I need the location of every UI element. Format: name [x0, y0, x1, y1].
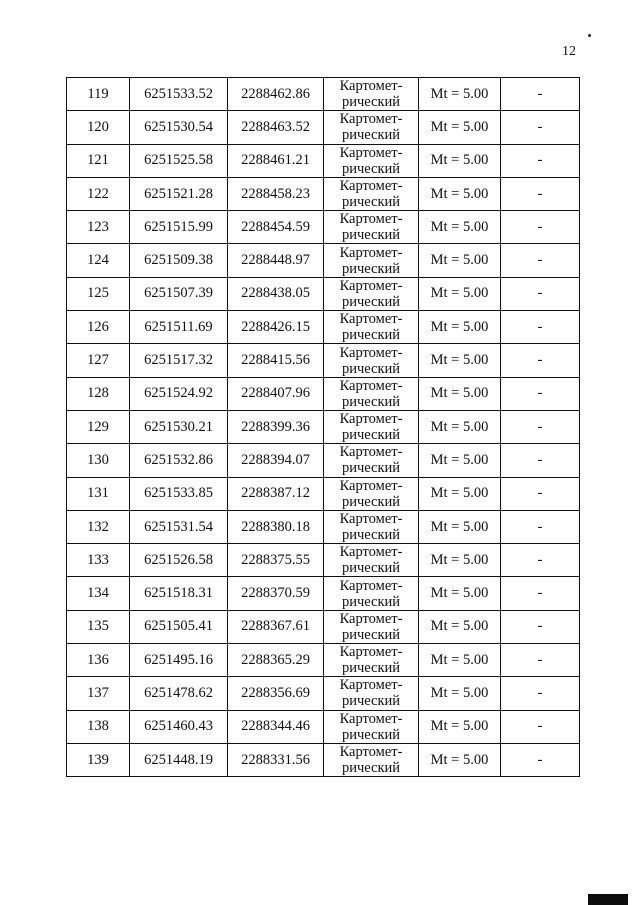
- table-row: [67, 677, 580, 710]
- x-coordinate-cell: 6251524.92: [130, 377, 228, 410]
- y-coordinate-cell: 2288448.97: [228, 244, 324, 277]
- method-cell: [324, 710, 419, 743]
- x-coordinate-cell: 6251478.62: [130, 677, 228, 710]
- x-coordinate-cell: 6251525.58: [130, 144, 228, 177]
- x-coordinate-cell: 6251448.19: [130, 743, 228, 776]
- table-row: [67, 444, 580, 477]
- y-coordinate-cell: 2288461.21: [228, 144, 324, 177]
- accuracy-cell: Mt = 5.00: [419, 444, 501, 477]
- method-line-1: Картомет-: [339, 411, 403, 428]
- point-number-cell: 122: [67, 177, 130, 210]
- method-line-2: рический: [341, 393, 401, 410]
- point-number-cell: 124: [67, 244, 130, 277]
- point-number-cell: 137: [67, 677, 130, 710]
- method-cell: [324, 244, 419, 277]
- y-coordinate-cell: 2288438.05: [228, 277, 324, 310]
- method-line-1: Картомет-: [339, 477, 403, 494]
- method-cell: [324, 577, 419, 610]
- x-coordinate-cell: 6251521.28: [130, 177, 228, 210]
- x-coordinate-cell: 6251517.32: [130, 344, 228, 377]
- x-coordinate-cell: 6251509.38: [130, 244, 228, 277]
- method-line-1: Картомет-: [339, 444, 403, 461]
- y-coordinate-cell: 2288399.36: [228, 410, 324, 443]
- table-row: [67, 344, 580, 377]
- point-number-cell: 128: [67, 377, 130, 410]
- method-line-1: Картомет-: [339, 511, 403, 527]
- point-number-cell: 123: [67, 211, 130, 244]
- table-row: [67, 277, 580, 310]
- method-line-2: рический: [341, 160, 401, 177]
- accuracy-cell: Mt = 5.00: [419, 144, 501, 177]
- point-number-cell: 129: [67, 410, 130, 443]
- x-coordinate-cell: 6251511.69: [130, 311, 228, 344]
- point-number-cell: 136: [67, 644, 130, 677]
- x-coordinate-cell: 6251530.21: [130, 410, 228, 443]
- extra-cell: -: [501, 644, 580, 677]
- table-row: [67, 644, 580, 677]
- method-line-2: рический: [341, 693, 401, 710]
- point-number-cell: 139: [67, 743, 130, 776]
- coordinates-table: [66, 77, 580, 777]
- x-coordinate-cell: 6251505.41: [130, 610, 228, 643]
- extra-cell: -: [501, 743, 580, 776]
- extra-cell: -: [501, 344, 580, 377]
- table-row: [67, 743, 580, 776]
- y-coordinate-cell: 2288365.29: [228, 644, 324, 677]
- y-coordinate-cell: 2288370.59: [228, 577, 324, 610]
- extra-cell: -: [501, 577, 580, 610]
- method-line-1: Картомет-: [339, 344, 403, 361]
- table-row: [67, 144, 580, 177]
- method-cell: [324, 311, 419, 344]
- y-coordinate-cell: 2288344.46: [228, 710, 324, 743]
- accuracy-cell: Mt = 5.00: [419, 544, 501, 577]
- x-coordinate-cell: 6251526.58: [130, 544, 228, 577]
- method-cell: [324, 677, 419, 710]
- point-number-cell: 132: [67, 510, 130, 543]
- extra-cell: -: [501, 544, 580, 577]
- method-line-1: Картомет-: [339, 377, 403, 394]
- method-line-1: Картомет-: [339, 78, 403, 95]
- extra-cell: -: [501, 677, 580, 710]
- method-line-1: Картомет-: [339, 144, 403, 161]
- method-line-2: рический: [341, 127, 401, 144]
- table-row: [67, 111, 580, 144]
- accuracy-cell: Mt = 5.00: [419, 211, 501, 244]
- method-cell: [324, 477, 419, 510]
- method-cell: [324, 544, 419, 577]
- accuracy-cell: Mt = 5.00: [419, 244, 501, 277]
- accuracy-cell: Mt = 5.00: [419, 277, 501, 310]
- accuracy-cell: Mt = 5.00: [419, 78, 501, 111]
- point-number-cell: 121: [67, 144, 130, 177]
- point-number-cell: 133: [67, 544, 130, 577]
- y-coordinate-cell: 2288356.69: [228, 677, 324, 710]
- table-row: [67, 177, 580, 210]
- method-cell: [324, 743, 419, 776]
- y-coordinate-cell: 2288331.56: [228, 743, 324, 776]
- accuracy-cell: Mt = 5.00: [419, 111, 501, 144]
- method-line-2: рический: [341, 726, 401, 743]
- point-number-cell: 134: [67, 577, 130, 610]
- method-cell: [324, 78, 419, 111]
- extra-cell: -: [501, 610, 580, 643]
- method-line-2: рический: [341, 560, 401, 577]
- scan-speck: [588, 34, 591, 37]
- method-cell: [324, 144, 419, 177]
- extra-cell: -: [501, 410, 580, 443]
- table-row: [67, 510, 580, 543]
- y-coordinate-cell: 2288407.96: [228, 377, 324, 410]
- method-line-2: рический: [341, 593, 401, 610]
- method-cell: [324, 344, 419, 377]
- stamp-mark: [588, 894, 628, 905]
- method-line-1: Картомет-: [339, 244, 403, 261]
- point-number-cell: 127: [67, 344, 130, 377]
- method-cell: [324, 277, 419, 310]
- accuracy-cell: Mt = 5.00: [419, 377, 501, 410]
- method-cell: [324, 377, 419, 410]
- method-line-2: рический: [341, 260, 401, 277]
- accuracy-cell: Mt = 5.00: [419, 344, 501, 377]
- method-cell: [324, 444, 419, 477]
- extra-cell: -: [501, 477, 580, 510]
- method-cell: [324, 610, 419, 643]
- extra-cell: -: [501, 444, 580, 477]
- y-coordinate-cell: 2288463.52: [228, 111, 324, 144]
- method-line-2: рический: [341, 460, 401, 477]
- y-coordinate-cell: 2288415.56: [228, 344, 324, 377]
- point-number-cell: 120: [67, 111, 130, 144]
- page-number: 12: [562, 44, 576, 59]
- extra-cell: -: [501, 244, 580, 277]
- method-cell: [324, 410, 419, 443]
- method-line-2: рический: [341, 493, 401, 510]
- y-coordinate-cell: 2288462.86: [228, 78, 324, 111]
- method-line-2: рический: [341, 327, 401, 344]
- method-line-2: рический: [341, 194, 401, 211]
- accuracy-cell: Mt = 5.00: [419, 743, 501, 776]
- accuracy-cell: Mt = 5.00: [419, 311, 501, 344]
- accuracy-cell: Mt = 5.00: [419, 510, 501, 543]
- table-row: [67, 244, 580, 277]
- table-row: [67, 477, 580, 510]
- method-line-2: рический: [341, 626, 401, 643]
- point-number-cell: 130: [67, 444, 130, 477]
- y-coordinate-cell: 2288458.23: [228, 177, 324, 210]
- extra-cell: -: [501, 277, 580, 310]
- point-number-cell: 135: [67, 610, 130, 643]
- x-coordinate-cell: 6251530.54: [130, 111, 228, 144]
- method-cell: [324, 510, 419, 543]
- coordinates-table-body: [67, 78, 580, 777]
- accuracy-cell: Mt = 5.00: [419, 577, 501, 610]
- x-coordinate-cell: 6251533.85: [130, 477, 228, 510]
- y-coordinate-cell: 2288375.55: [228, 544, 324, 577]
- table-row: [67, 410, 580, 443]
- accuracy-cell: Mt = 5.00: [419, 677, 501, 710]
- method-line-2: рический: [341, 293, 401, 310]
- extra-cell: -: [501, 144, 580, 177]
- table-row: [67, 311, 580, 344]
- point-number-cell: 119: [67, 78, 130, 111]
- point-number-cell: 125: [67, 277, 130, 310]
- table-row: [67, 610, 580, 643]
- method-line-1: Картомет-: [339, 644, 403, 661]
- method-line-1: Картомет-: [339, 277, 403, 294]
- accuracy-cell: Mt = 5.00: [419, 410, 501, 443]
- method-line-1: Картомет-: [339, 111, 403, 128]
- method-line-1: Картомет-: [339, 311, 403, 328]
- x-coordinate-cell: 6251515.99: [130, 211, 228, 244]
- method-line-2: рический: [341, 427, 401, 444]
- extra-cell: -: [501, 377, 580, 410]
- method-cell: [324, 211, 419, 244]
- x-coordinate-cell: 6251507.39: [130, 277, 228, 310]
- method-line-2: рический: [341, 94, 401, 111]
- y-coordinate-cell: 2288380.18: [228, 510, 324, 543]
- y-coordinate-cell: 2288387.12: [228, 477, 324, 510]
- x-coordinate-cell: 6251533.52: [130, 78, 228, 111]
- point-number-cell: 138: [67, 710, 130, 743]
- accuracy-cell: Mt = 5.00: [419, 610, 501, 643]
- method-line-2: рический: [341, 360, 401, 377]
- x-coordinate-cell: 6251460.43: [130, 710, 228, 743]
- method-line-1: Картомет-: [339, 577, 403, 594]
- method-line-1: Картомет-: [339, 178, 403, 195]
- table-row: [67, 211, 580, 244]
- method-line-1: Картомет-: [339, 744, 403, 761]
- table-row: [67, 377, 580, 410]
- y-coordinate-cell: 2288394.07: [228, 444, 324, 477]
- method-cell: [324, 644, 419, 677]
- method-line-1: Картомет-: [339, 677, 403, 694]
- extra-cell: -: [501, 211, 580, 244]
- y-coordinate-cell: 2288454.59: [228, 211, 324, 244]
- point-number-cell: 131: [67, 477, 130, 510]
- table-row: [67, 78, 580, 111]
- x-coordinate-cell: 6251518.31: [130, 577, 228, 610]
- method-line-2: рический: [341, 760, 401, 777]
- x-coordinate-cell: 6251532.86: [130, 444, 228, 477]
- method-line-1: Картомет-: [339, 610, 403, 627]
- x-coordinate-cell: 6251531.54: [130, 510, 228, 543]
- extra-cell: -: [501, 311, 580, 344]
- extra-cell: -: [501, 111, 580, 144]
- method-line-1: Картомет-: [339, 211, 403, 228]
- method-cell: [324, 111, 419, 144]
- extra-cell: -: [501, 710, 580, 743]
- accuracy-cell: Mt = 5.00: [419, 710, 501, 743]
- method-line-2: рический: [341, 660, 401, 677]
- method-cell: [324, 177, 419, 210]
- accuracy-cell: Mt = 5.00: [419, 477, 501, 510]
- x-coordinate-cell: 6251495.16: [130, 644, 228, 677]
- extra-cell: -: [501, 510, 580, 543]
- method-line-2: рический: [341, 527, 401, 543]
- y-coordinate-cell: 2288367.61: [228, 610, 324, 643]
- extra-cell: -: [501, 177, 580, 210]
- accuracy-cell: Mt = 5.00: [419, 177, 501, 210]
- accuracy-cell: Mt = 5.00: [419, 644, 501, 677]
- point-number-cell: 126: [67, 311, 130, 344]
- method-line-1: Картомет-: [339, 710, 403, 727]
- y-coordinate-cell: 2288426.15: [228, 311, 324, 344]
- table-row: [67, 544, 580, 577]
- method-line-1: Картомет-: [339, 544, 403, 561]
- table-row: [67, 710, 580, 743]
- table-row: [67, 577, 580, 610]
- method-line-2: рический: [341, 227, 401, 244]
- extra-cell: -: [501, 78, 580, 111]
